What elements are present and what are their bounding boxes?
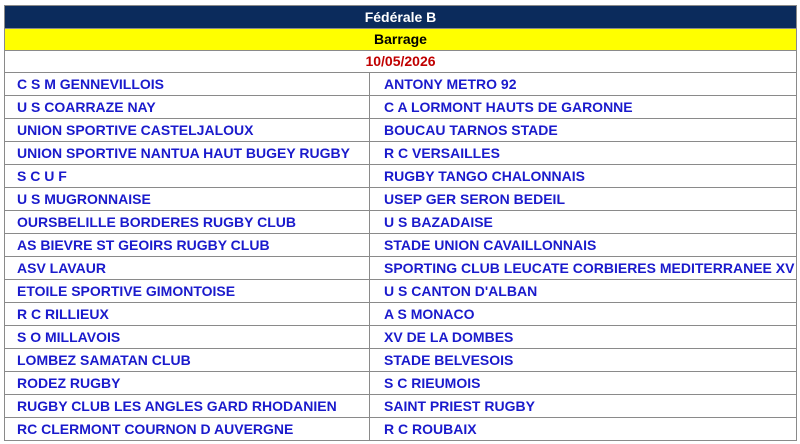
away-team-cell: RUGBY TANGO CHALONNAIS: [370, 165, 797, 188]
home-team-cell: LOMBEZ SAMATAN CLUB: [5, 349, 370, 372]
home-team-cell: C S M GENNEVILLOIS: [5, 73, 370, 96]
away-team-cell: STADE BELVESOIS: [370, 349, 797, 372]
match-row: [5, 211, 796, 234]
away-team-cell: A S MONACO: [370, 303, 797, 326]
match-date: 10/05/2026: [5, 50, 796, 73]
home-team-cell: ETOILE SPORTIVE GIMONTOISE: [5, 280, 370, 303]
away-team-cell: SPORTING CLUB LEUCATE CORBIERES MEDITERRANEE XV: [370, 257, 797, 280]
match-row: [5, 372, 796, 395]
match-row: [5, 349, 796, 372]
away-team-cell: XV DE LA DOMBES: [370, 326, 797, 349]
away-team-cell: STADE UNION CAVAILLONNAIS: [370, 234, 797, 257]
round-title: Barrage: [5, 28, 796, 50]
away-team-cell: U S CANTON D'ALBAN: [370, 280, 797, 303]
home-team-cell: U S MUGRONNAISE: [5, 188, 370, 211]
match-row: [5, 303, 796, 326]
match-row: [5, 142, 796, 165]
match-row: [5, 280, 796, 303]
home-team-cell: ASV LAVAUR: [5, 257, 370, 280]
home-team-cell: S C U F: [5, 165, 370, 188]
home-team-cell: OURSBELILLE BORDERES RUGBY CLUB: [5, 211, 370, 234]
away-team-cell: R C VERSAILLES: [370, 142, 797, 165]
home-team-cell: UNION SPORTIVE NANTUA HAUT BUGEY RUGBY: [5, 142, 370, 165]
match-row: [5, 73, 796, 96]
match-row: [5, 418, 796, 441]
match-row: [5, 257, 796, 280]
match-row: [5, 326, 796, 349]
away-team-cell: USEP GER SERON BEDEIL: [370, 188, 797, 211]
match-row: [5, 234, 796, 257]
match-row: [5, 96, 796, 119]
away-team-cell: U S BAZADAISE: [370, 211, 797, 234]
home-team-cell: RC CLERMONT COURNON D AUVERGNE: [5, 418, 370, 441]
home-team-cell: UNION SPORTIVE CASTELJALOUX: [5, 119, 370, 142]
match-row: [5, 395, 796, 418]
match-row: [5, 165, 796, 188]
away-team-cell: SAINT PRIEST RUGBY: [370, 395, 797, 418]
matches-table: [5, 73, 796, 441]
match-row: [5, 188, 796, 211]
away-team-cell: BOUCAU TARNOS STADE: [370, 119, 797, 142]
away-team-cell: R C ROUBAIX: [370, 418, 797, 441]
home-team-cell: R C RILLIEUX: [5, 303, 370, 326]
away-team-cell: ANTONY METRO 92: [370, 73, 797, 96]
home-team-cell: AS BIEVRE ST GEOIRS RUGBY CLUB: [5, 234, 370, 257]
away-team-cell: C A LORMONT HAUTS DE GARONNE: [370, 96, 797, 119]
home-team-cell: RUGBY CLUB LES ANGLES GARD RHODANIEN: [5, 395, 370, 418]
home-team-cell: U S COARRAZE NAY: [5, 96, 370, 119]
match-row: [5, 119, 796, 142]
competition-title: Fédérale B: [5, 5, 796, 28]
fixtures-sheet: [4, 5, 797, 441]
home-team-cell: S O MILLAVOIS: [5, 326, 370, 349]
home-team-cell: RODEZ RUGBY: [5, 372, 370, 395]
away-team-cell: S C RIEUMOIS: [370, 372, 797, 395]
